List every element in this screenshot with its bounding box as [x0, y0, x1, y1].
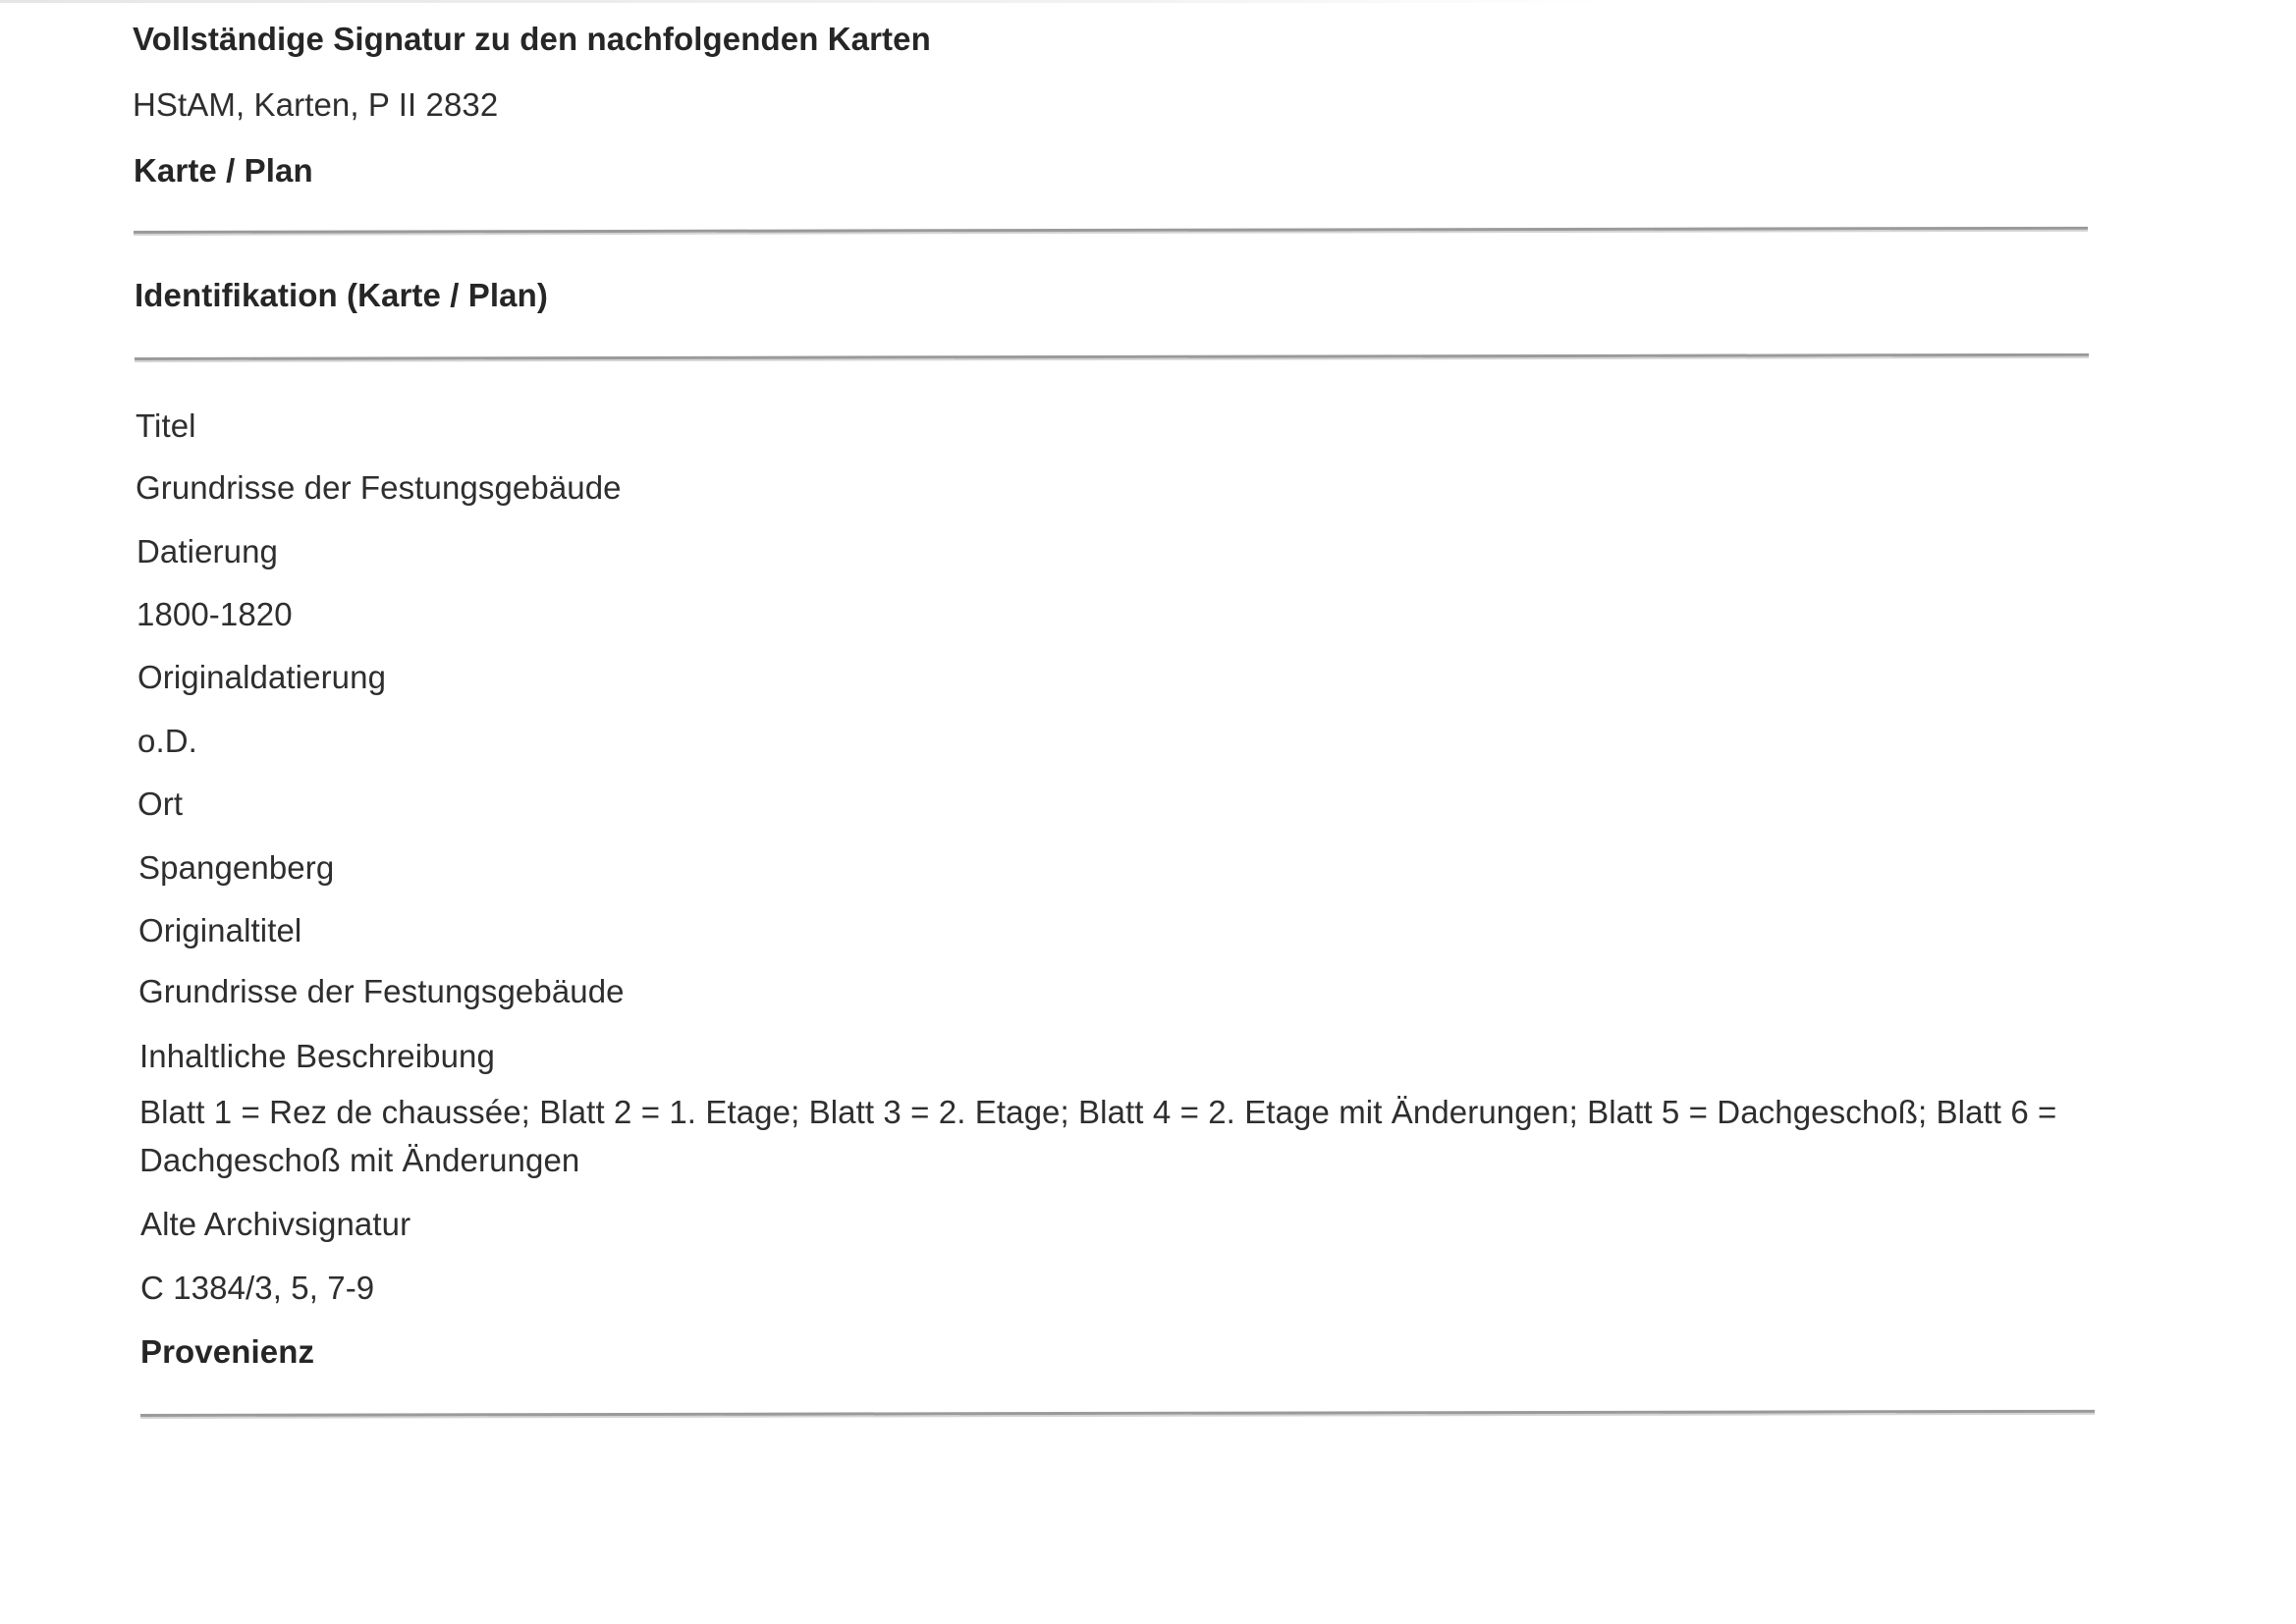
field-label-originaldatierung: Originaldatierung	[137, 659, 387, 695]
field-value-originaltitel: Grundrisse der Festungsgebäude	[138, 973, 625, 1009]
provenance-heading: Provenienz	[140, 1333, 315, 1370]
divider-1	[134, 227, 2088, 234]
type-heading: Karte / Plan	[134, 152, 313, 189]
field-value-titel: Grundrisse der Festungsgebäude	[136, 469, 622, 506]
field-label-ort: Ort	[137, 785, 184, 822]
scan-top-edge	[0, 0, 1611, 3]
field-value-originaldatierung: o.D.	[137, 723, 197, 759]
identification-heading: Identifikation (Karte / Plan)	[135, 277, 548, 313]
signature-value: HStAM, Karten, P II 2832	[133, 86, 499, 123]
field-label-beschreibung: Inhaltliche Beschreibung	[139, 1038, 495, 1074]
field-value-beschreibung: Blatt 1 = Rez de chaussée; Blatt 2 = 1. Etage; Blatt 3 = 2. Etage; Blatt 4 = 2. Etage mit Änderungen; Blatt 5 = Dachgeschoß; Blatt 6 = Dachgeschoß mit Änderungen	[139, 1094, 2057, 1178]
field-label-alte-archivsignatur: Alte Archivsignatur	[140, 1206, 411, 1242]
field-value-ort: Spangenberg	[138, 849, 335, 886]
divider-2	[135, 353, 2089, 360]
signature-heading: Vollständige Signatur zu den nachfolgenden Karten	[133, 21, 931, 57]
field-value-alte-archivsignatur: C 1384/3, 5, 7-9	[140, 1270, 375, 1306]
field-label-originaltitel: Originaltitel	[138, 912, 302, 948]
field-label-datierung: Datierung	[137, 533, 278, 569]
field-label-titel: Titel	[136, 407, 196, 444]
divider-3	[140, 1410, 2095, 1417]
field-value-datierung: 1800-1820	[137, 596, 293, 632]
